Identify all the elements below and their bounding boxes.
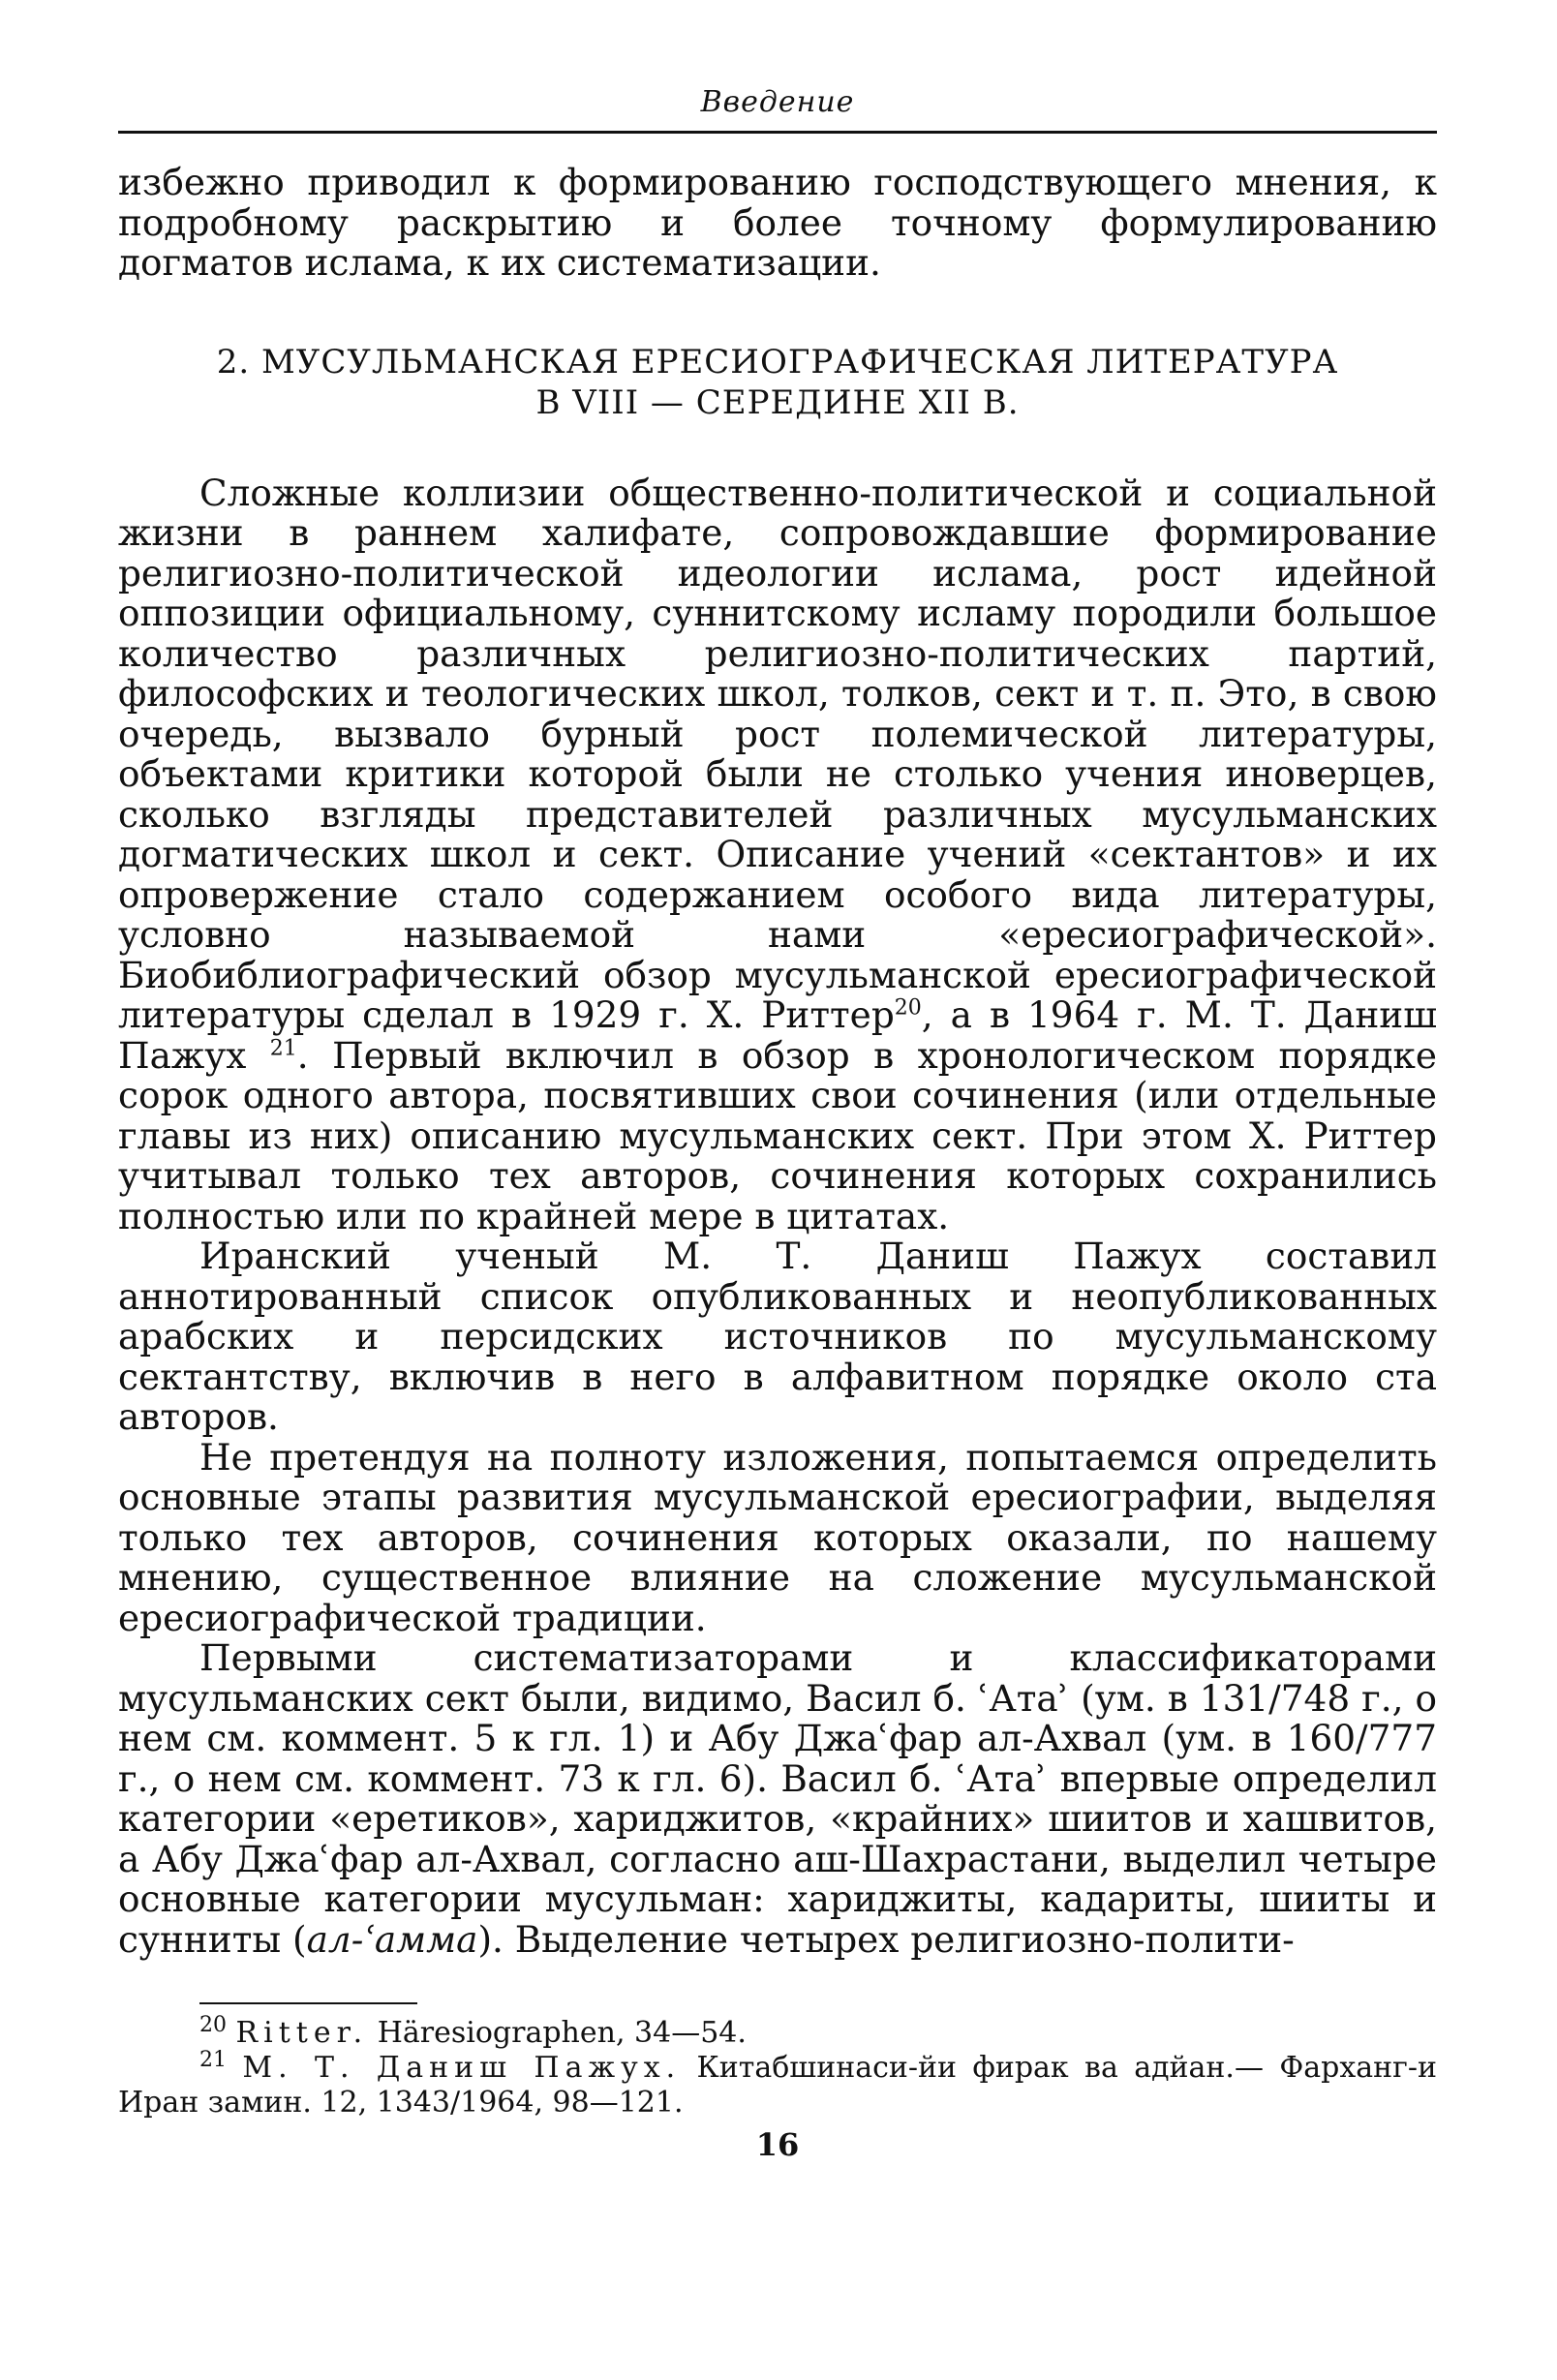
footnote-author: М. Т. Даниш Пажух. [242,2051,682,2085]
section-heading-line1 [118,342,1437,382]
paragraph-1-text-b: , а в 1964 г. М. Т. Даниш Пажух [118,993,1437,1077]
section-title-line1: МУСУЛЬМАНСКАЯ ЕРЕСИОГРАФИЧЕСКАЯ ЛИТЕРАТУРА [260,342,1339,381]
footnote-text: Китабшинаси-йи фирак ва адйан.— Фарханг-и Иран замин. 12, 1343/1964, 98—121. [118,2051,1437,2120]
header-rule [118,131,1437,134]
paragraph-4 [118,1638,1437,1960]
paragraph-3: Не претендуя на полноту изложения, попытаемся определить основные этапы развития мусульманской ересиографии, выделяя только тех авторов, сочинения которых оказали, по нашему мнению, существенное влияние на сложение мусульманской ересиографической традиции. [118,1435,1437,1639]
running-head: Введение [700,85,855,119]
paragraph-2: Иранский ученый М. Т. Даниш Пажух составил аннотированный список опубликованных и неопубликованных арабских и персидских источников по мусульманскому сектантству, включив в него в алфавитном порядке около ста авторов. [118,1235,1437,1438]
book-page [118,85,1437,2163]
footnote-rule [199,2002,417,2004]
section-heading [118,342,1437,423]
footnote-number: 21 [199,2048,227,2072]
section-number: 2. [216,342,251,381]
footnote-20 [118,2013,1437,2051]
paragraph-4-text-b: ). Выделение четырех религиозно-полити- [477,1917,1295,1961]
intro-paragraph: избежно приводил к формированию господствующего мнения, к подробному раскрытию и более точному формулированию догматов ислама, к их систематизации. [118,161,1437,284]
paragraph-4-text-a: Первыми систематизаторами и классификаторами мусульманских сект были, видимо, Васил б. ʿАтаʾ (ум. в 131/748 г., о нем см. коммент. 5 к гл. 1) и Абу Джаʿфар ал-Ахвал (ум. в 160/777 г., о нем см. коммент. 73 к гл. 6). Васил б. ʿАтаʾ впервые определил категории «еретиков», хариджитов, «крайних» шиитов и хашвитов, а Абу Джаʿфар ал-Ахвал, согласно аш-Шахрастани, выделил четыре основные категории мусульман: хариджиты, кадариты, шииты и сунниты ( [118,1636,1437,1961]
footnote-ref-20: 20 [894,995,922,1021]
paragraph-4-italic-term: ал-ʿамма [306,1917,478,1961]
footnote-ref-21: 21 [269,1036,297,1061]
footnote-author: Ritter. [235,2016,369,2050]
section-title-line2: В VIII — СЕРЕДИНЕ XII В. [535,382,1020,422]
footnote-number: 20 [199,2013,227,2037]
footnote-text: Häresiographen, 34—54. [368,2016,747,2050]
paragraph-1-text-a: Сложные коллизии общественно-политической и социальной жизни в раннем халифате, сопровождавшие формирование религиозно-политической идеологии ислама, рост идейной оппозиции официальному, суннитскому исламу породили большое количество различных религиозно-политических партий, философских и теологических школ, толков, сект и т. п. Это, в свою очередь, вызвало бурный рост полемической литературы, объектами критики которой были не столько учения иноверцев, сколько взгляды представителей различных мусульманских догматических школ и сект. Описание учений «сектантов» и их опровержение стало содержанием особого вида литературы, условно называемой нами «ересиографической». Биобиблиографический обзор мусульманской ересиографической литературы сделал в 1929 г. Х. Риттер [118,471,1437,1036]
paragraph-1-text-c: . Первый включил в обзор в хронологическом порядке сорок одного автора, посвятивших свои сочинения (или отдельные главы из них) описанию мусульманских сект. При этом Х. Риттер учитывал только тех авторов, сочинения которых сохранились полностью или по крайней мере в цитатах. [118,1033,1437,1237]
footnote-21 [118,2048,1437,2121]
paragraph-1 [118,473,1437,1237]
page-number: 16 [755,2126,800,2163]
